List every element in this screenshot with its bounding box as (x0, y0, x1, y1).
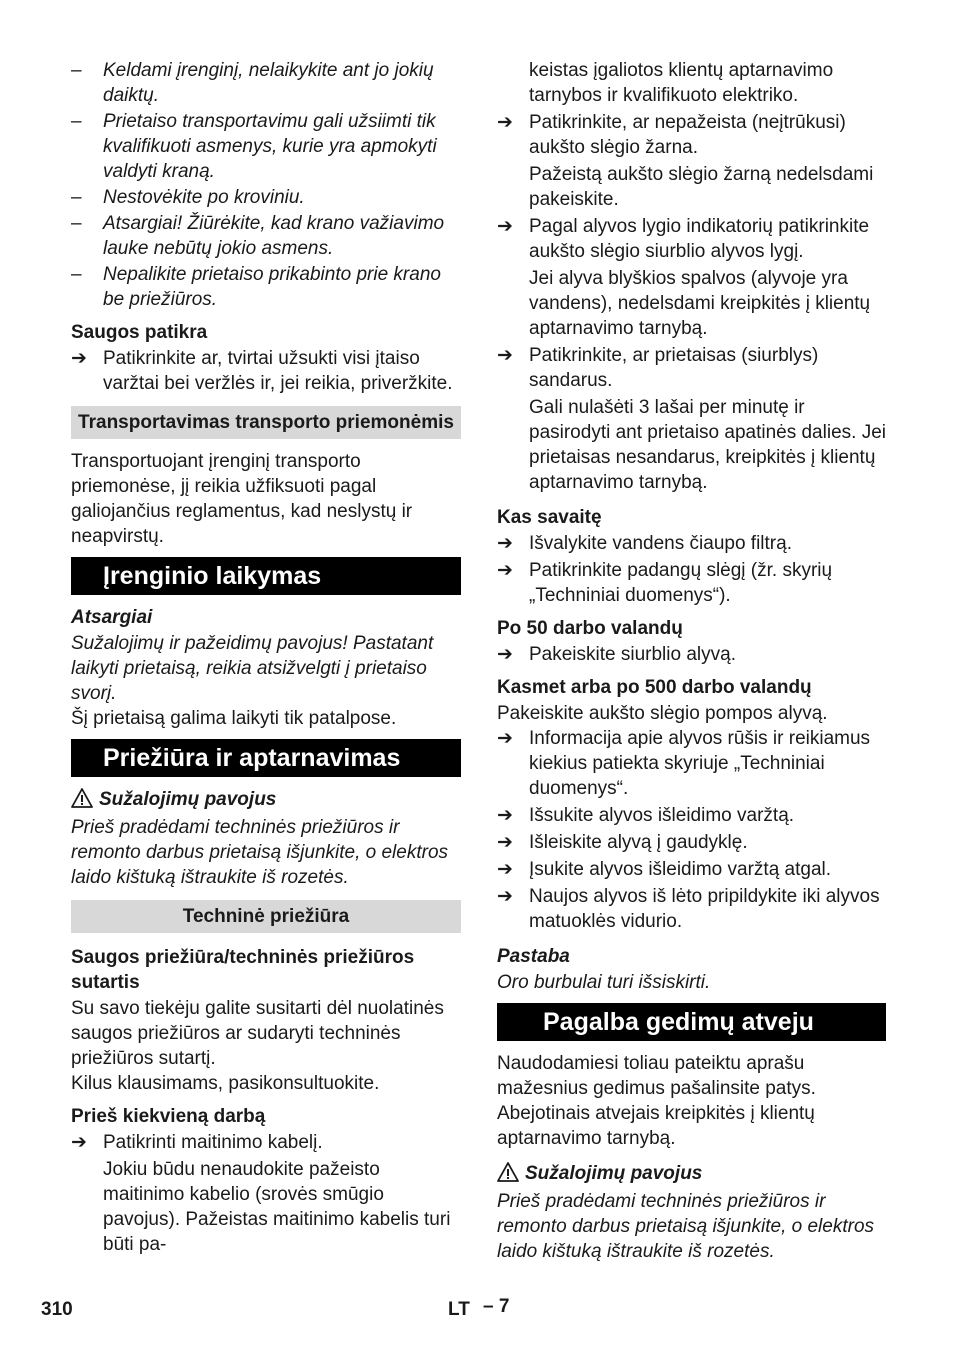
contracts-text: Su savo tiekėju galite susitarti dėl nuolatinės saugos priežiūros ar sudaryti techninės priežiūros sutartį. (71, 998, 444, 1069)
list-item: ➔ Patikrinti maitinimo kabelį. (71, 1132, 323, 1153)
note-text: Oro burbulai turi išsiskirti. (497, 972, 711, 993)
list-item: ➔ Įsukite alyvos išleidimo varžtą atgal. (497, 859, 832, 880)
list-item: ➔ Išsukite alyvos išleidimo varžtą. (497, 805, 795, 826)
warning-triangle-icon (71, 788, 93, 808)
arrow-icon: ➔ (497, 533, 513, 554)
list-item: – Keldami įrenginį, nelaikykite ant jo jokių daiktų. (71, 60, 434, 106)
list-item: ➔ Patikrinkite padangų slėgį (žr. skyrių „Techniniai duomenys“). (497, 560, 833, 606)
caution-text: Sužalojimų ir pažeidimų pavojus! Pastatant laikyti prietaisą, reikia atsižvelgti į prietaiso svorį. (71, 633, 434, 704)
weekly-heading: Kas savaitę (497, 507, 602, 528)
vehicle-transport-text: Transportuojant įrenginį transporto priemonėse, jį reikia užfiksuoti pagal galiojančius reglamentus, kad neslystų ir neapvirstų. (71, 451, 413, 547)
list-item: ➔ Pagal alyvos lygio indikatorių patikrinkite aukšto slėgio siurblio alyvos lygį. (497, 216, 870, 262)
troubleshooting-text: Naudodamiesi toliau pateiktu aprašu mažesnius gedimus pašalinsite patys. (497, 1053, 816, 1099)
warning-triangle-icon (497, 1162, 519, 1182)
hours50-heading: Po 50 darbo valandų (497, 618, 683, 639)
technical-maintenance-heading: Techninė priežiūra (71, 900, 461, 933)
troubleshooting-text-2: Abejotinais atvejais kreipkitės į klientų aptarnavimo tarnybą. (497, 1103, 815, 1149)
list-item: – Nestovėkite po kroviniu. (71, 187, 305, 208)
page-number: 310 (41, 1299, 73, 1320)
warning-heading: Sužalojimų pavojus (71, 787, 461, 812)
troubleshooting-section-title: Pagalba gedimų atveju (497, 1003, 886, 1041)
list-item: ➔ Išvalykite vandens čiaupo filtrą. (497, 533, 792, 554)
warning-heading: Sužalojimų pavojus (497, 1161, 886, 1186)
list-item: ➔ Pakeiskite siurblio alyvą. (497, 644, 736, 665)
left-column (71, 58, 461, 1259)
arrow-icon: ➔ (497, 216, 513, 237)
note-label: Pastaba (497, 946, 570, 967)
list-item: ➔ Naujos alyvos iš lėto pripildykite iki alyvos matuoklės vidurio. (497, 886, 880, 932)
section-number: – 7 (483, 1296, 510, 1317)
list-item: ➔ Patikrinkite, ar prietaisas (siurblys) sandarus. (497, 345, 819, 391)
arrow-icon: ➔ (497, 345, 513, 366)
arrow-icon: ➔ (497, 805, 513, 826)
warning-text: Prieš pradėdami techninės priežiūros ir remonto darbus prietaisą išjunkite, o elektros laido kištuką ištraukite iš rozetės. (71, 817, 449, 888)
arrow-icon: ➔ (497, 644, 513, 665)
yearly-text: Pakeiskite aukšto slėgio pompos alyvą. (497, 703, 828, 724)
vehicle-transport-heading: Transportavimas transporto priemonėmis (71, 406, 461, 439)
continued-text: keistas įgaliotos klientų aptarnavimo tarnybos ir kvalifikuoto elektriko. (529, 60, 834, 106)
language-code: LT (448, 1299, 470, 1320)
arrow-icon: ➔ (497, 112, 513, 133)
contracts-heading: Saugos priežiūra/techninės priežiūros sutartis (71, 947, 415, 993)
list-item: – Nepalikite prietaiso prikabinto prie krano be priežiūros. (71, 264, 441, 310)
yearly-heading: Kasmet arba po 500 darbo valandų (497, 677, 812, 698)
arrow-icon: ➔ (71, 348, 87, 369)
list-item: – Atsargiai! Žiūrėkite, kad krano važiavimo lauke nebūtų jokio asmens. (71, 213, 445, 259)
contracts-text-2: Kilus klausimams, pasikonsultuokite. (71, 1073, 380, 1094)
arrow-icon: ➔ (497, 886, 513, 907)
list-item: – Prietaiso transportavimu gali užsiimti tik kvalifikuoti asmenys, kurie yra apmokyti valdyti kraną. (71, 111, 437, 182)
transport-list (71, 58, 461, 312)
right-column (497, 58, 886, 1264)
arrow-icon: ➔ (497, 560, 513, 581)
list-note: Jei alyva blyškios spalvos (alyvoje yra vandens), nedelsdami kreipkitės į klientų aptarnavimo tarnybą. (529, 268, 871, 339)
list-item: ➔ Išleiskite alyvą į gaudyklę. (497, 832, 748, 853)
warning-text: Prieš pradėdami techninės priežiūros ir remonto darbus prietaisą išjunkite, o elektros laido kištuką ištraukite iš rozetės. (497, 1191, 875, 1262)
storage-section-title: Įrenginio laikymas (71, 557, 461, 595)
arrow-icon: ➔ (497, 728, 513, 749)
list-note: Gali nulašėti 3 lašai per minutę ir pasirodyti ant prietaiso apatinės dalies. Jei prietaisas nesandarus, kreipkitės į klientų aptarnavimo tarnybą. (529, 397, 886, 493)
before-work-note: Jokiu būdu nenaudokite pažeisto maitinimo kabelio (srovės smūgio pavojus). Pažeistas maitinimo kabelis turi būti pa- (103, 1159, 451, 1255)
arrow-icon: ➔ (497, 832, 513, 853)
storage-text: Šį prietaisą galima laikyti tik patalpose. (71, 708, 397, 729)
before-work-heading: Prieš kiekvieną darbą (71, 1106, 266, 1127)
caution-label: Atsargiai (71, 607, 153, 628)
safety-check-heading: Saugos patikra (71, 322, 208, 343)
list-item: ➔ Patikrinkite, ar nepažeista (neįtrūkusi) aukšto slėgio žarna. (497, 112, 846, 158)
arrow-icon: ➔ (71, 1132, 87, 1153)
list-item: ➔ Patikrinkite ar, tvirtai užsukti visi įtaiso varžtai bei veržlės ir, jei reikia, priveržkite. (71, 348, 453, 394)
maintenance-section-title: Priežiūra ir aptarnavimas (71, 739, 461, 777)
arrow-icon: ➔ (497, 859, 513, 880)
list-note: Pažeistą aukšto slėgio žarną nedelsdami pakeiskite. (529, 164, 874, 210)
list-item: ➔ Informacija apie alyvos rūšis ir reikiamus kiekius patiekta skyriuje „Techniniai duomenys“. (497, 728, 871, 799)
